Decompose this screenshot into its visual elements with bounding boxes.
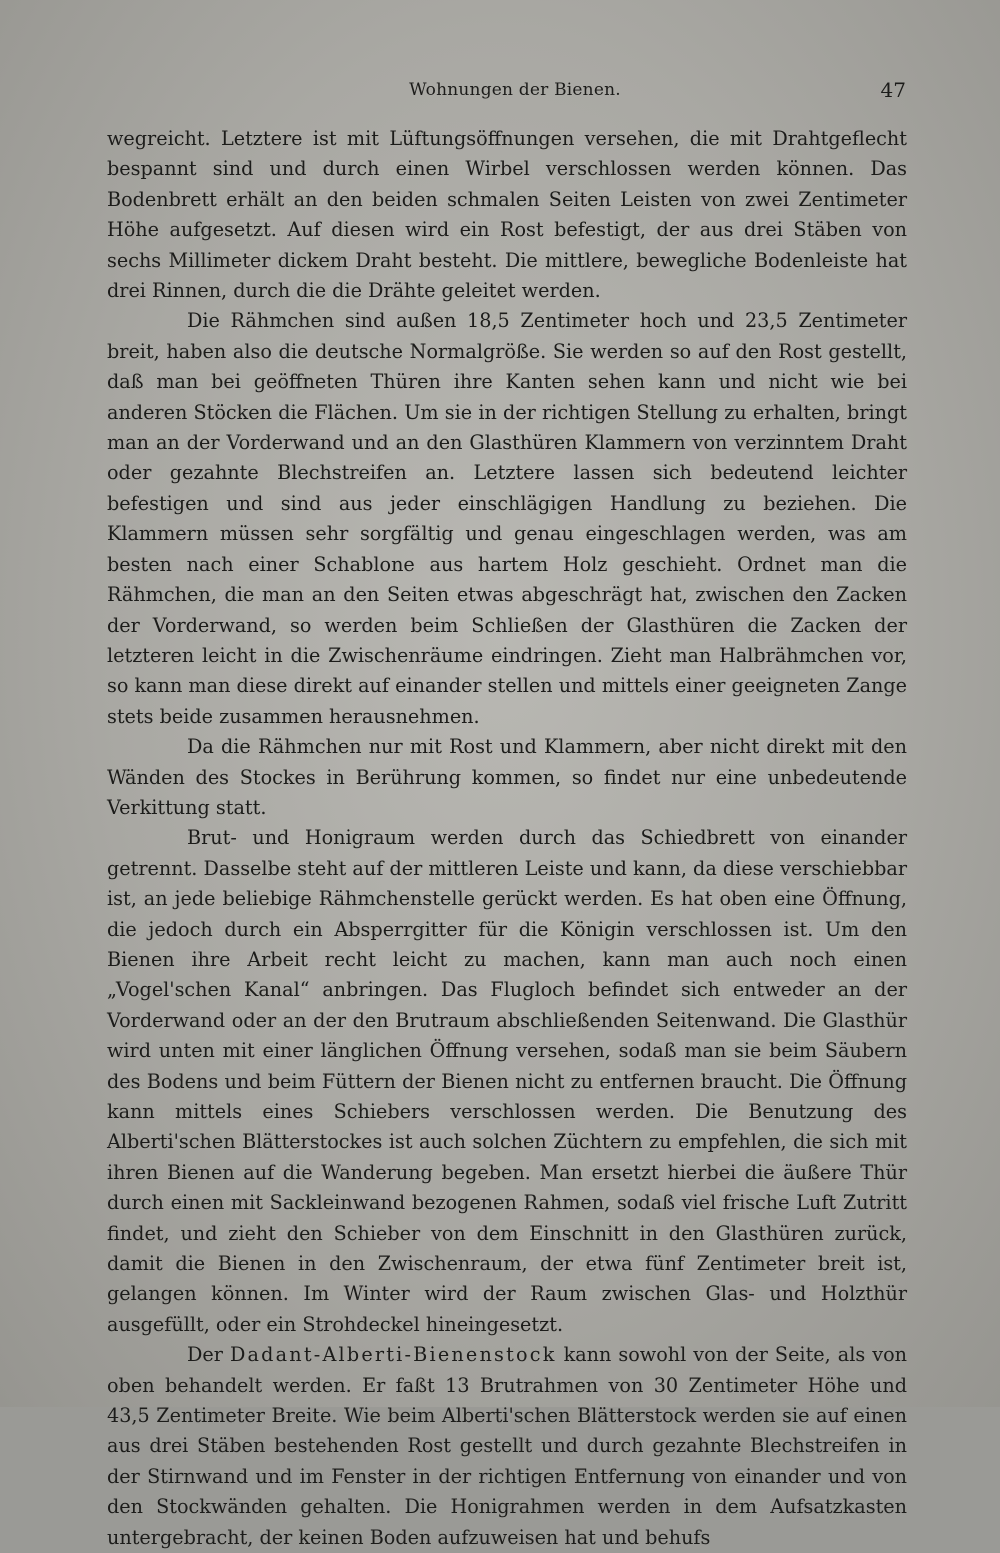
running-title: Wohnungen der Bienen.	[409, 80, 621, 100]
body-text	[107, 124, 907, 1553]
paragraph-4: Brut- und Honigraum werden durch das Schiedbrett von einander getrennt. Dasselbe steht auf der mittleren Leiste und kann, da diese verschiebbar ist, an jede beliebige Rähmchenstelle gerückt werden. Es hat oben eine Öffnung, die jedoch durch ein Absperrgitter für die Königin verschlossen ist. Um den Bienen ihre Arbeit recht leicht zu machen, kann man auch noch einen „Vogel'schen Kanal“ anbringen. Das Flugloch befindet sich entweder an der Vorderwand oder an der den Brutraum abschließenden Seitenwand. Die Glasthür wird unten mit einer länglichen Öffnung versehen, sodaß man sie beim Säubern des Bodens und beim Füttern der Bienen nicht zu entfernen braucht. Die Öffnung kann mittels eines Schiebers verschlossen werden. Die Benutzung des Alberti'schen Blätterstockes ist auch solchen Züchtern zu empfehlen, die sich mit ihren Bienen auf die Wanderung begeben. Man ersetzt hierbei die äußere Thür durch einen mit Sackleinwand bezogenen Rahmen, sodaß viel frische Luft Zutritt findet, und zieht den Schieber von dem Einschnitt in den Glasthüren zurück, damit die Bienen in den Zwischenraum, der etwa fünf Zentimeter breit ist, gelangen können. Im Winter wird der Raum zwischen Glas- und Holzthür ausgefüllt, oder ein Strohdeckel hineingesetzt.	[107, 826, 907, 1336]
paragraph-3: Da die Rähmchen nur mit Rost und Klammern, aber nicht direkt mit den Wänden des Stockes in Berührung kommen, so findet nur eine unbedeutende Verkittung statt.	[107, 735, 907, 819]
paragraph-1: wegreicht. Letztere ist mit Lüftungsöffnungen versehen, die mit Drahtgeflecht bespannt sind und durch einen Wirbel verschlossen werden können. Das Bodenbrett erhält an den beiden schmalen Seiten Leisten von zwei Zentimeter Höhe aufgesetzt. Auf diesen wird ein Rost befestigt, der aus drei Stäben von sechs Millimeter dickem Draht besteht. Die mittlere, bewegliche Bodenleiste hat drei Rinnen, durch die die Drähte geleitet werden.	[107, 127, 907, 303]
hive-name-spaced: Dadant-Alberti-Bienenstock	[229, 1343, 557, 1367]
paragraph-5	[107, 1340, 907, 1553]
paragraph-5-start: Der	[187, 1343, 230, 1367]
paragraph-2: Die Rähmchen sind außen 18,5 Zentimeter hoch und 23,5 Zentimeter breit, haben also die deutsche Normalgröße. Sie werden so auf den Rost gestellt, daß man bei geöffneten Thüren ihre Kanten sehen kann und nicht wie bei anderen Stöcken die Flächen. Um sie in der richtigen Stellung zu erhalten, bringt man an der Vorderwand und an den Glasthüren Klammern von verzinntem Draht oder gezahnte Blechstreifen an. Letztere lassen sich bedeutend leichter befestigen und sind aus jeder einschlägigen Handlung zu beziehen. Die Klammern müssen sehr sorgfältig und genau eingeschlagen werden, was am besten nach einer Schablone aus hartem Holz geschieht. Ordnet man die Rähmchen, die man an den Seiten etwas abgeschrägt hat, zwischen den Zacken der Vorderwand, so werden beim Schließen der Glasthüren die Zacken der letzteren leicht in die Zwischenräume eindringen. Zieht man Halbrähmchen vor, so kann man diese direkt auf einander stellen und mittels einer geeigneten Zange stets beide zusammen herausnehmen.	[107, 309, 907, 728]
page-number: 47	[880, 78, 906, 102]
paragraph-5-rest: kann sowohl von der Seite, als von oben behandelt werden. Er faßt 13 Brutrahmen von 30 Zentimeter Höhe und 43,5 Zentimeter Breite. Wie beim Alberti'schen Blätterstock werden sie auf einen aus drei Stäben bestehenden Rost gestellt und durch gezahnte Blechstreifen in der Stirnwand und im Fenster in der richtigen Entfernung von einander und von den Stockwänden gehalten. Die Honigrahmen werden in dem Aufsatzkasten untergebracht, der keinen Boden aufzuweisen hat und behufs	[107, 1343, 907, 1549]
running-head	[0, 76, 1000, 106]
